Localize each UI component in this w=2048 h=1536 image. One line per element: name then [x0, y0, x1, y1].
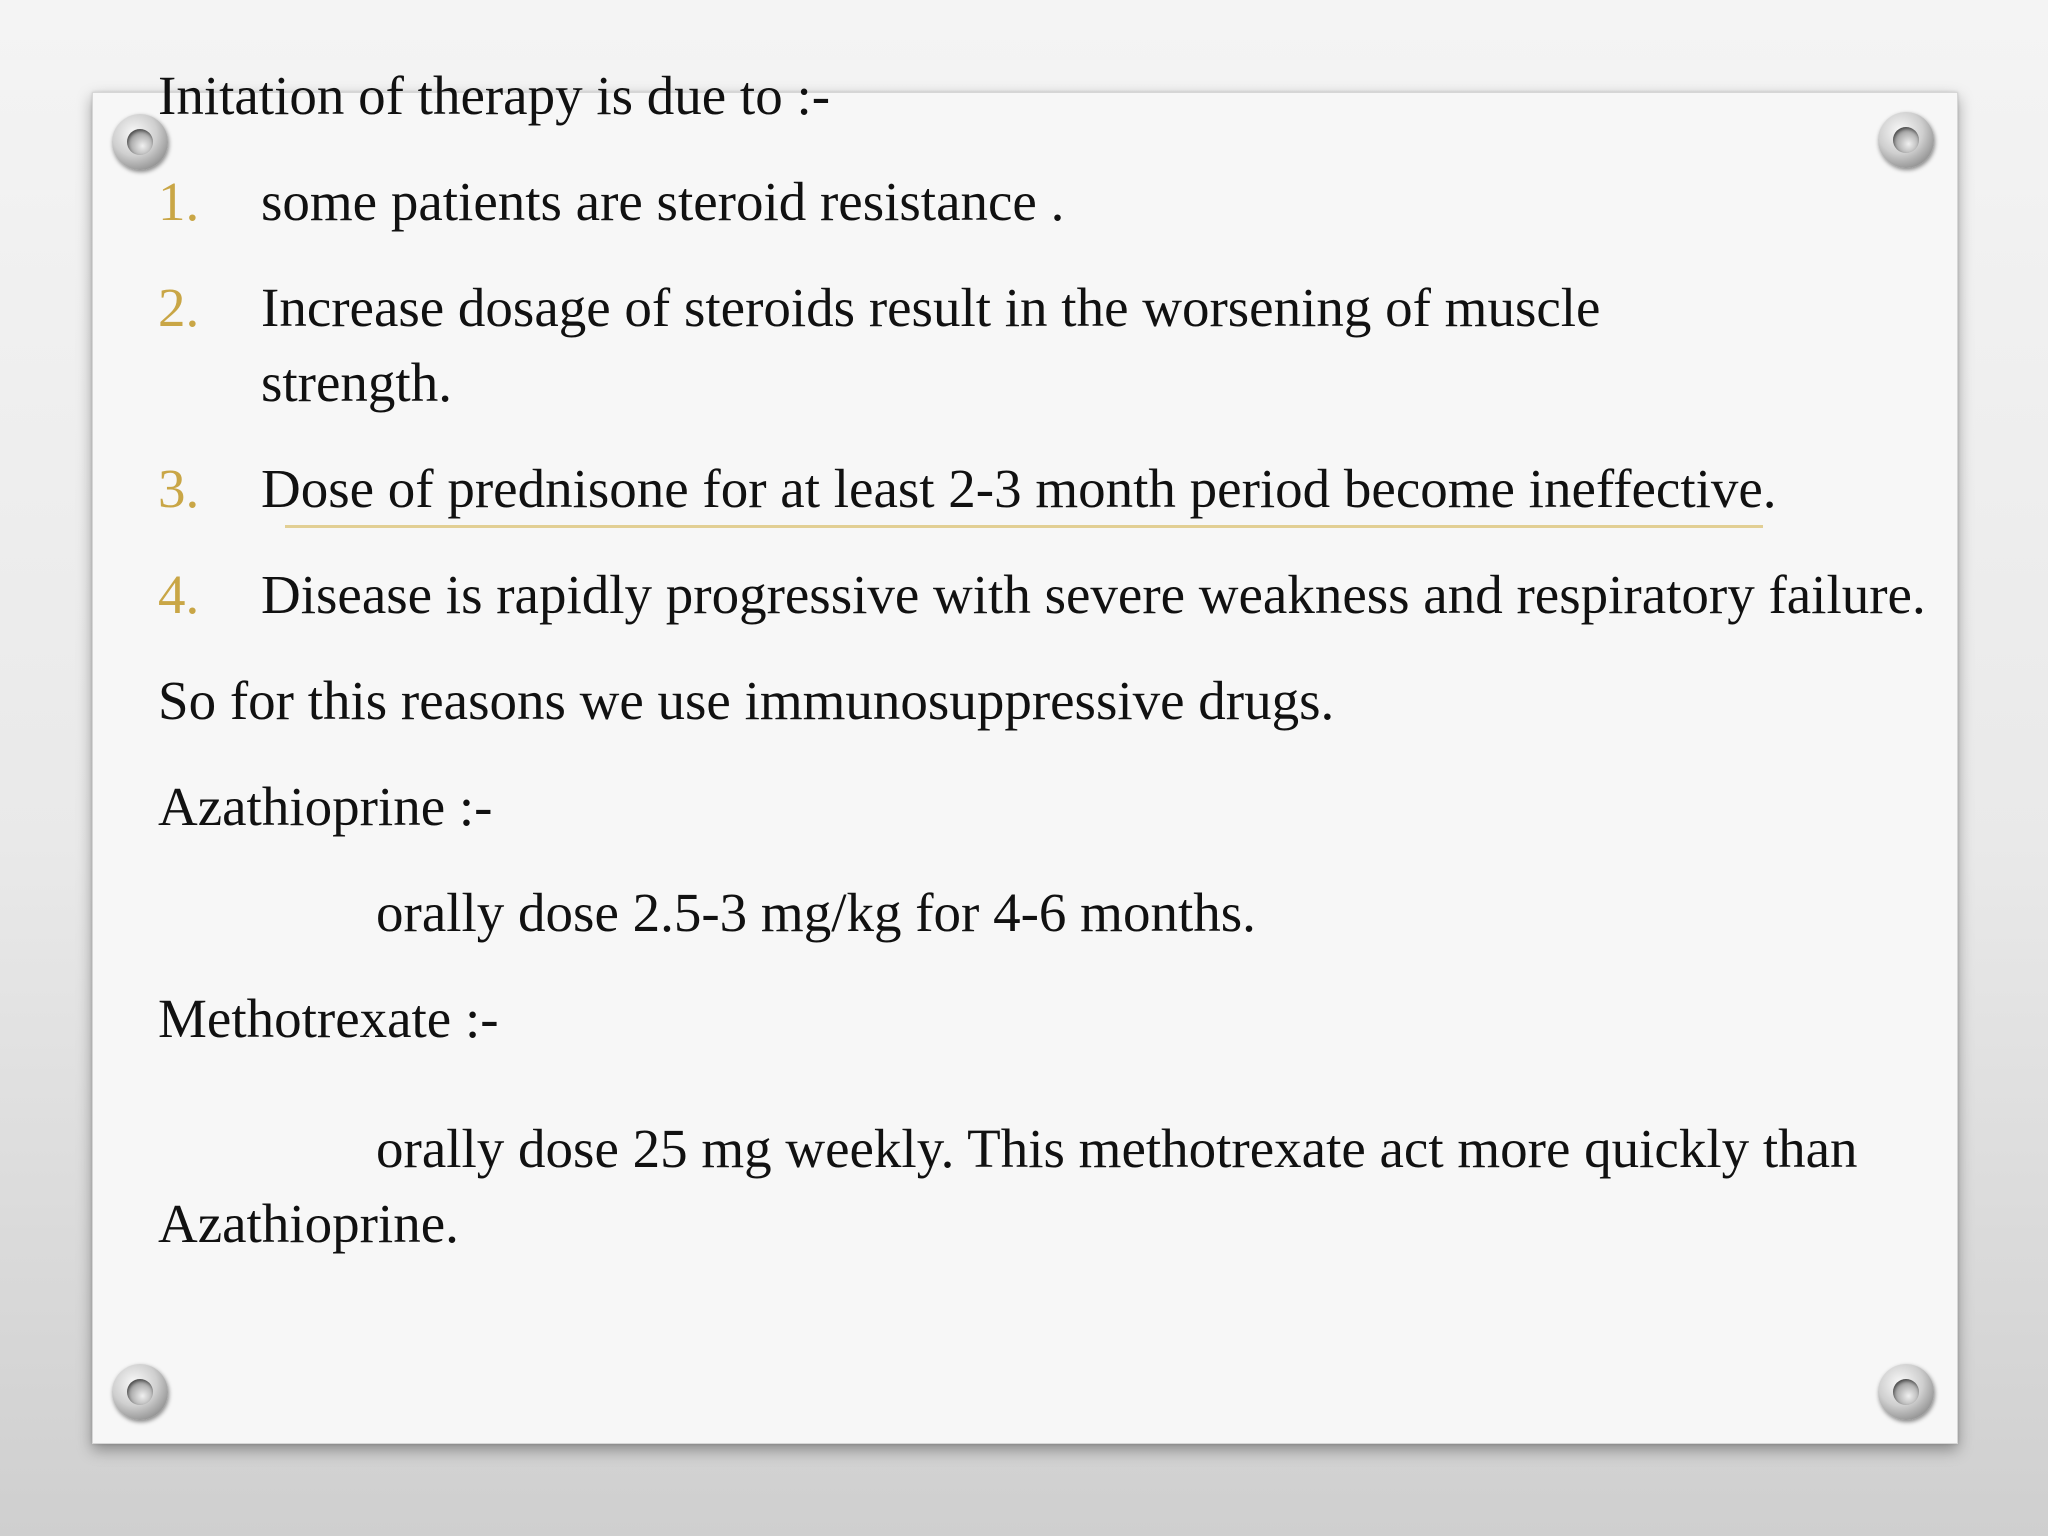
corner-bolt-icon	[112, 1364, 168, 1420]
list-item	[158, 270, 1958, 420]
reasons-list	[158, 164, 1958, 632]
list-item	[158, 451, 1958, 526]
conclusion-text: So for this reasons we use immunosuppressive drugs.	[158, 670, 1335, 731]
accent-underline	[285, 525, 1763, 528]
list-item-text: Increase dosage of steroids result in the worsening of muscle strength.	[261, 277, 1601, 413]
list-item-text: Dose of prednisone for at least 2-3 month period become ineffective.	[261, 458, 1777, 519]
list-item-text: some patients are steroid resistance .	[261, 171, 1065, 232]
list-number: 4.	[158, 564, 200, 625]
list-item-text: Disease is rapidly progressive with severe weakness and respiratory failure.	[261, 564, 1926, 625]
intro-text: Initation of therapy is due to :-	[158, 65, 831, 126]
drug-heading-methotrexate: Methotrexate :-	[158, 988, 499, 1049]
slide-content	[158, 58, 1958, 1292]
list-number: 1.	[158, 171, 200, 232]
corner-bolt-icon	[1878, 1364, 1934, 1420]
drug-dose-azathioprine: orally dose 2.5-3 mg/kg for 4-6 months.	[376, 882, 1256, 943]
list-item	[158, 557, 1958, 632]
drug-dose-methotrexate: orally dose 25 mg weekly. This methotrexate act more quickly than Azathioprine.	[158, 1118, 1858, 1254]
list-number: 2.	[158, 277, 200, 338]
list-item	[158, 164, 1958, 239]
drug-heading-azathioprine: Azathioprine :-	[158, 776, 493, 837]
list-number: 3.	[158, 458, 200, 519]
